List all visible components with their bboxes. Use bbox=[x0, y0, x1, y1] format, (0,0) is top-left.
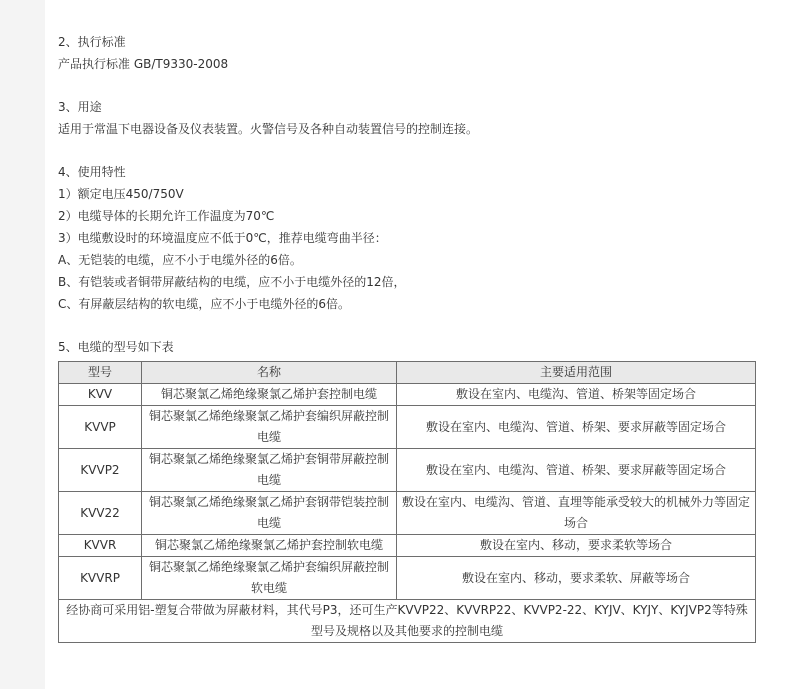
spacer bbox=[58, 75, 758, 96]
table-row bbox=[59, 384, 756, 406]
cell-scope: 敷设在室内、移动，要求柔软、屏蔽等场合 bbox=[397, 557, 756, 600]
standard-heading: 2、执行标准 bbox=[58, 35, 126, 49]
cell-name: 铜芯聚氯乙烯绝缘聚氯乙烯护套控制软电缆 bbox=[142, 535, 397, 557]
models-heading: 5、电缆的型号如下表 bbox=[58, 340, 174, 354]
table-row bbox=[59, 449, 756, 492]
cell-scope: 敷设在室内、电缆沟、管道、直埋等能承受较大的机械外力等固定场合 bbox=[397, 492, 756, 535]
cell-model: KVVR bbox=[59, 535, 142, 557]
cell-scope: 敷设在室内、电缆沟、管道、桥架、要求屏蔽等固定场合 bbox=[397, 406, 756, 449]
feature-item: 3）电缆敷设时的环境温度应不低于0℃，推荐电缆弯曲半径： bbox=[58, 231, 387, 245]
cell-name: 铜芯聚氯乙烯绝缘聚氯乙烯护套铜带屏蔽控制电缆 bbox=[142, 449, 397, 492]
feature-item: B、有铠装或者铜带屏蔽结构的电缆，应不小于电缆外径的12倍， bbox=[58, 275, 406, 289]
usage-heading: 3、用途 bbox=[58, 100, 102, 114]
table-header-row bbox=[59, 362, 756, 384]
cell-name: 铜芯聚氯乙烯绝缘聚氯乙烯护套控制电缆 bbox=[142, 384, 397, 406]
table-footnote-row bbox=[59, 600, 756, 643]
cell-model: KVV22 bbox=[59, 492, 142, 535]
feature-item: A、无铠装的电缆，应不小于电缆外径的6倍。 bbox=[58, 253, 302, 267]
cell-name: 铜芯聚氯乙烯绝缘聚氯乙烯护套编织屏蔽控制电缆 bbox=[142, 406, 397, 449]
cell-model: KVV bbox=[59, 384, 142, 406]
header-name: 名称 bbox=[142, 362, 397, 384]
table-row bbox=[59, 557, 756, 600]
feature-item: C、有屏蔽层结构的软电缆，应不小于电缆外径的6倍。 bbox=[58, 297, 351, 311]
cell-scope: 敷设在室内、电缆沟、管道、桥架等固定场合 bbox=[397, 384, 756, 406]
table-row bbox=[59, 535, 756, 557]
feature-item: 1）额定电压450/750V bbox=[58, 187, 184, 201]
cell-name: 铜芯聚氯乙烯绝缘聚氯乙烯护套编织屏蔽控制软电缆 bbox=[142, 557, 397, 600]
table-row bbox=[59, 406, 756, 449]
header-model: 型号 bbox=[59, 362, 142, 384]
cell-scope: 敷设在室内、移动，要求柔软等场合 bbox=[397, 535, 756, 557]
usage-text: 适用于常温下电器设备及仪表装置。火警信号及各种自动装置信号的控制连接。 bbox=[58, 122, 479, 136]
cell-model: KVVP bbox=[59, 406, 142, 449]
table-footnote: 经协商可采用铝-塑复合带做为屏蔽材料，其代号P3，还可生产KVVP22、KVVRP22、KVVP2-22、KYJV、KYJY、KYJVP2等特殊型号及规格以及其他要求的控制电缆 bbox=[59, 600, 756, 643]
feature-item: 2）电缆导体的长期允许工作温度为70℃ bbox=[58, 209, 275, 223]
table-row bbox=[59, 492, 756, 535]
features-heading: 4、使用特性 bbox=[58, 165, 126, 179]
spacer bbox=[58, 315, 758, 336]
cell-name: 铜芯聚氯乙烯绝缘聚氯乙烯护套钢带铠装控制电缆 bbox=[142, 492, 397, 535]
cable-model-table bbox=[58, 361, 756, 643]
standard-text: 产品执行标准 GB/T9330-2008 bbox=[58, 57, 229, 71]
page-panel bbox=[45, 0, 803, 689]
spacer bbox=[58, 140, 758, 161]
product-spec-content bbox=[58, 31, 758, 358]
header-scope: 主要适用范围 bbox=[397, 362, 756, 384]
cell-model: KVVRP bbox=[59, 557, 142, 600]
cell-model: KVVP2 bbox=[59, 449, 142, 492]
cell-scope: 敷设在室内、电缆沟、管道、桥架、要求屏蔽等固定场合 bbox=[397, 449, 756, 492]
